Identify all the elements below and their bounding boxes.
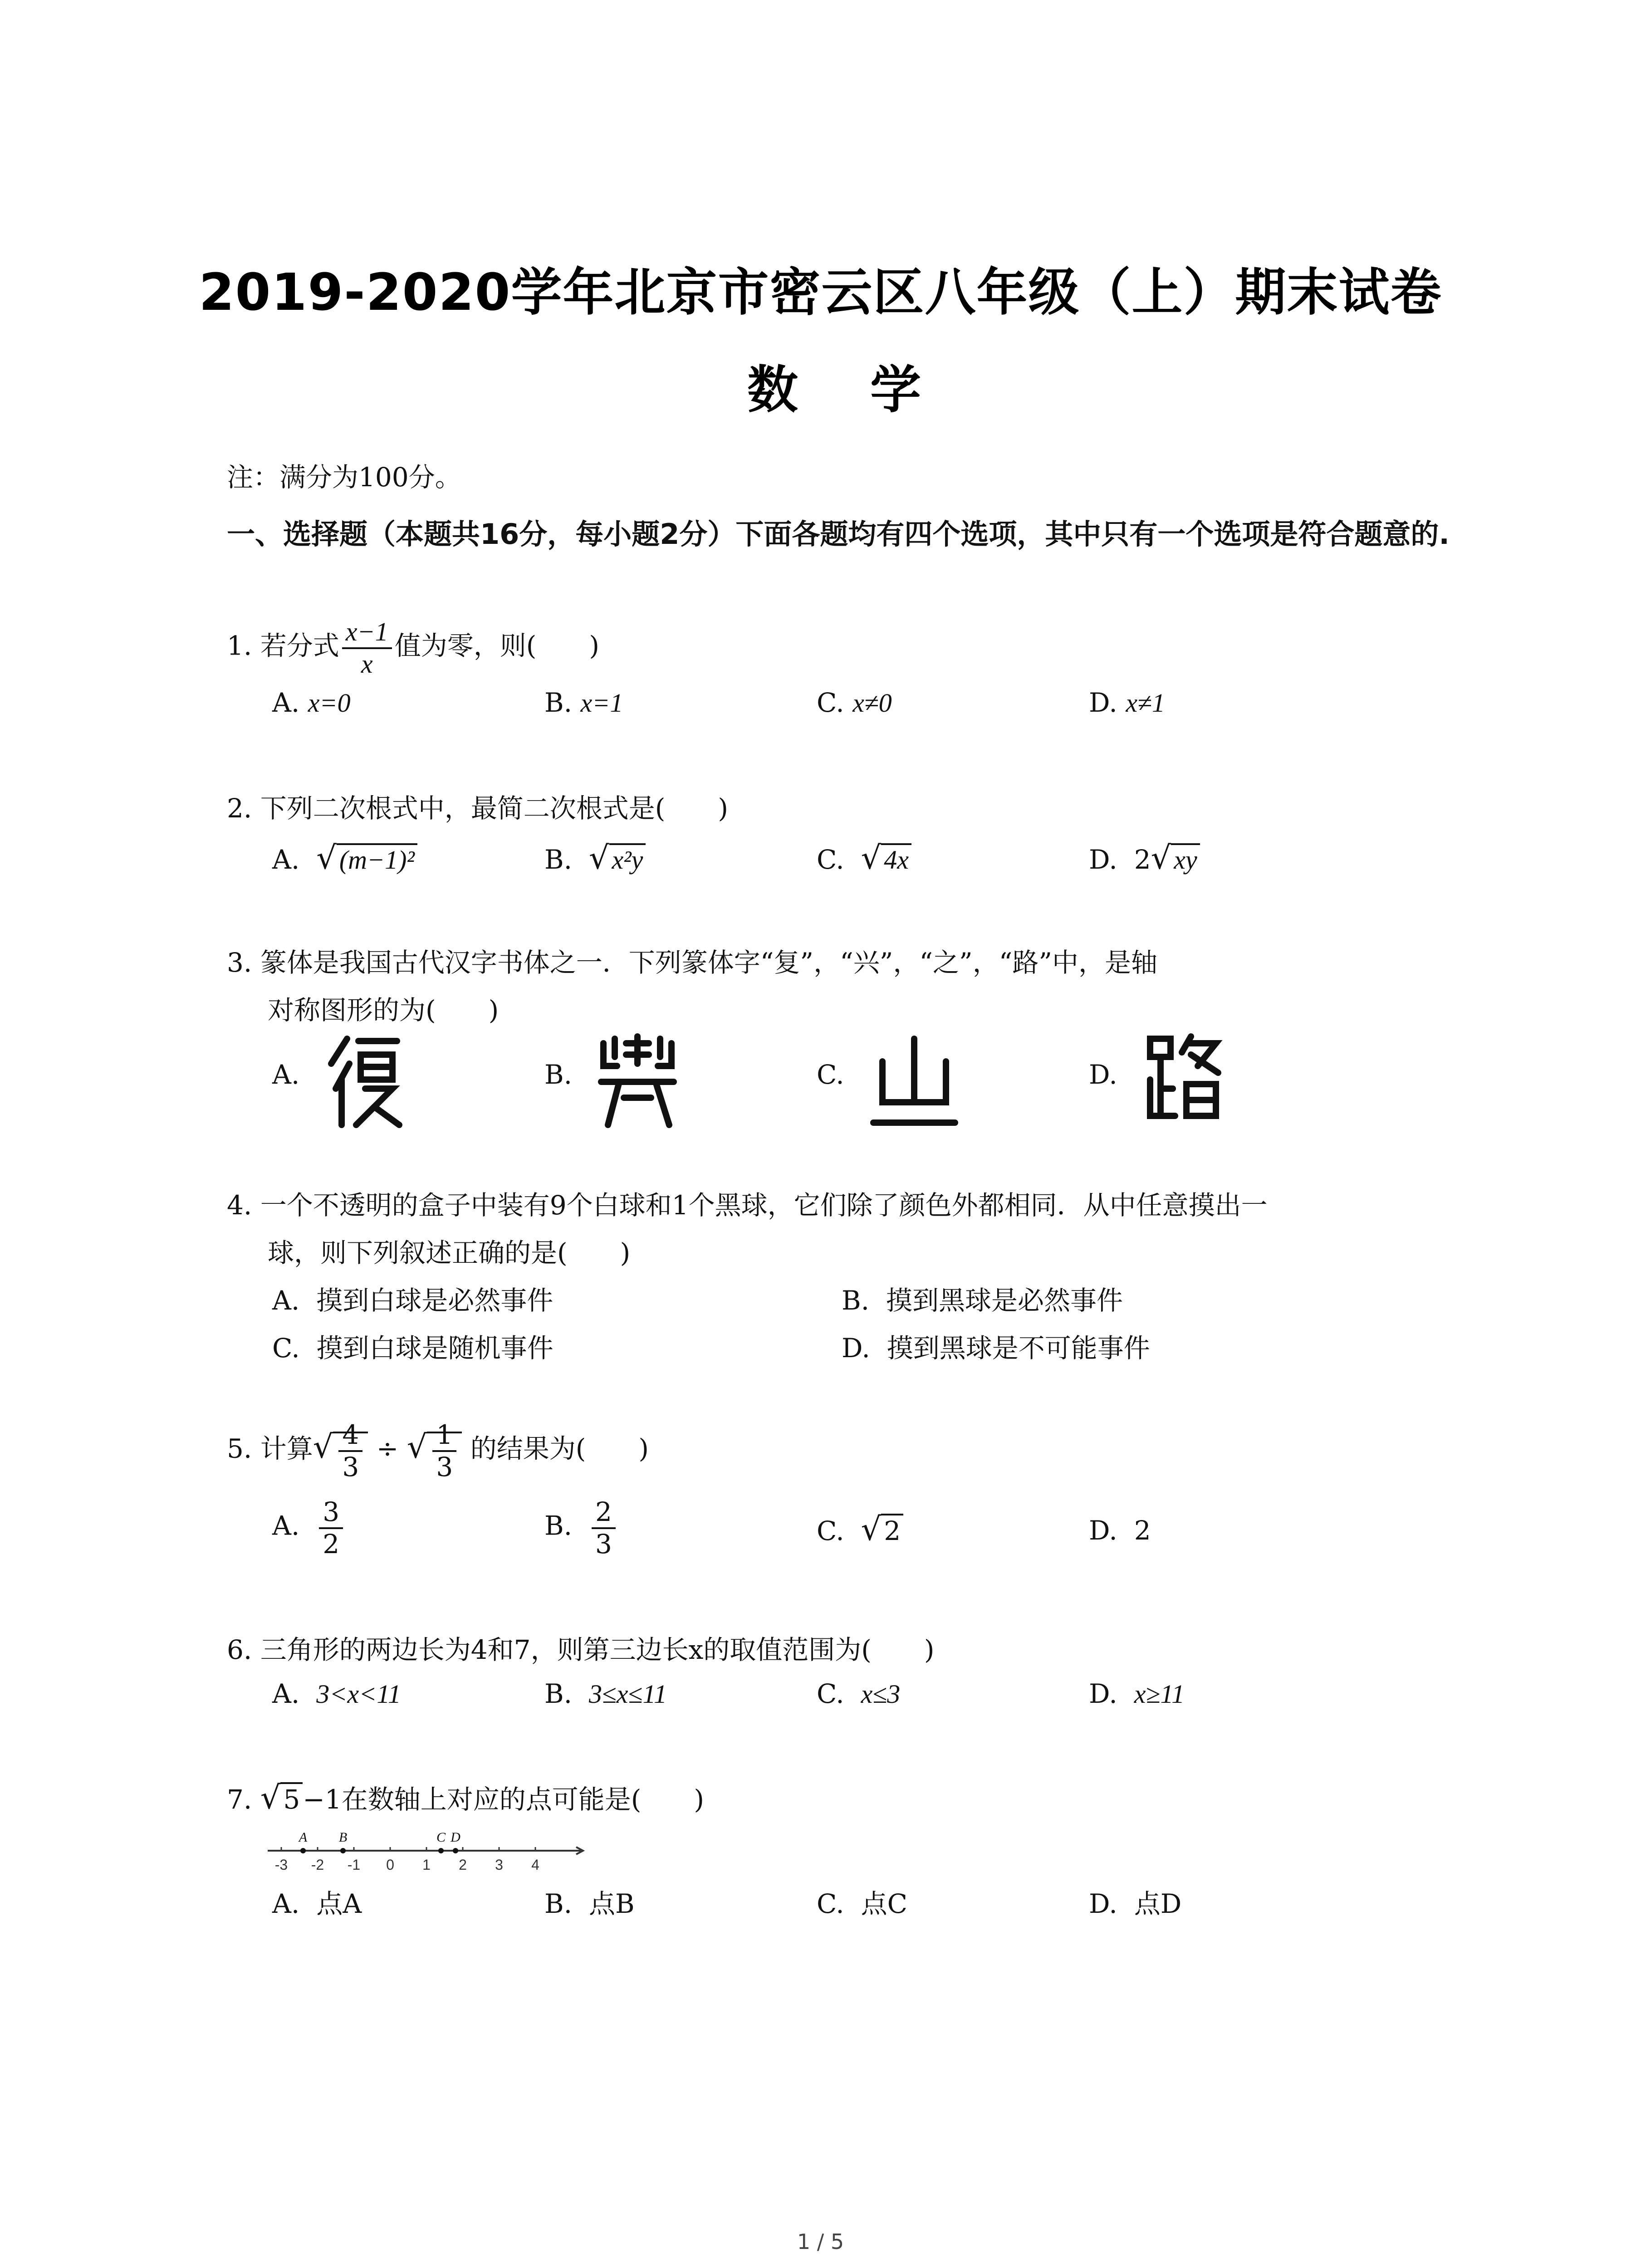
seal-character-fu-icon bbox=[324, 1030, 406, 1129]
page-number: 1 / 5 bbox=[797, 2229, 844, 2254]
q2-option-d: D. 2√ xy bbox=[1089, 839, 1200, 876]
number-line-figure bbox=[263, 1828, 590, 1882]
number-line-point bbox=[300, 1848, 306, 1853]
question-4-line-1: 4. 一个不透明的盒子中装有9个白球和1个黑球，它们除了颜色外都相同．从中任意摸出一 bbox=[227, 1190, 1268, 1221]
subject-title: 数 学 bbox=[747, 361, 948, 420]
number-line-point-label: C bbox=[436, 1830, 446, 1845]
q1-fraction bbox=[342, 617, 392, 679]
seal-character-zhi-icon bbox=[869, 1034, 960, 1129]
q5-option-d: D. 2 bbox=[1089, 1515, 1151, 1546]
q1-option-c: C. x≠0 bbox=[817, 687, 892, 718]
q3-option-a: A. bbox=[272, 1059, 300, 1090]
q3-option-c: C. bbox=[817, 1059, 844, 1090]
question-6: 6. 三角形的两边长为4和7，则第三边长x的取值范围为( ) bbox=[227, 1634, 935, 1665]
q2-text: 下列二次根式中，最简二次根式是( ) bbox=[260, 793, 729, 824]
q4-option-b: B. 摸到黑球是必然事件 bbox=[842, 1285, 1123, 1316]
q1-fraction-numerator: x−1 bbox=[342, 617, 392, 649]
number-line-tick-label: 1 bbox=[422, 1857, 431, 1873]
q1-prefix: 若分式 bbox=[260, 630, 339, 661]
q1-fraction-denominator: x bbox=[361, 649, 373, 679]
seal-character-lu-icon bbox=[1143, 1030, 1225, 1129]
q5-option-a: A. $\frac{3}{2}$ bbox=[272, 1497, 346, 1559]
number-line-tick-label: 3 bbox=[495, 1857, 503, 1873]
q2-option-c: C. √ 4x bbox=[817, 839, 911, 876]
number-line-tick-label: -3 bbox=[274, 1857, 288, 1873]
score-note: 注：满分为100分。 bbox=[227, 462, 461, 493]
q4-option-d: D. 摸到黑球是不可能事件 bbox=[842, 1333, 1150, 1364]
number-line-point-label: B bbox=[338, 1830, 348, 1845]
question-4-line-2: 球，则下列叙述正确的是( ) bbox=[268, 1237, 631, 1268]
q1-option-d: D. x≠1 bbox=[1089, 687, 1165, 718]
number-line-point bbox=[340, 1848, 346, 1853]
number-line-tick-label: -1 bbox=[347, 1857, 361, 1873]
question-3-line-2: 对称图形的为( ) bbox=[268, 995, 499, 1026]
q6-option-d: D. x≥11 bbox=[1089, 1678, 1185, 1709]
q5-option-c: C. √ 2 bbox=[817, 1510, 903, 1548]
q6-option-a: A. 3<x<11 bbox=[272, 1678, 401, 1709]
q1-number: 1. bbox=[227, 630, 252, 661]
question-2: 2. 下列二次根式中，最简二次根式是( ) bbox=[227, 793, 729, 824]
q7-option-a: A. 点A bbox=[272, 1888, 362, 1919]
q6-option-b: B. 3≤x≤11 bbox=[544, 1678, 667, 1709]
question-3-line-1: 3. 篆体是我国古代汉字书体之一．下列篆体字“复”，“兴”，“之”，“路”中，是轴 bbox=[227, 947, 1157, 978]
q2-option-a: A. √ (m−1)² bbox=[272, 839, 417, 876]
number-line-point-label: D bbox=[451, 1830, 460, 1845]
q4-option-a: A. 摸到白球是必然事件 bbox=[272, 1285, 554, 1316]
question-1 bbox=[227, 617, 599, 679]
q4-option-c: C. 摸到白球是随机事件 bbox=[272, 1333, 554, 1364]
exam-title: 2019-2020学年北京市密云区八年级（上）期末试卷 bbox=[199, 263, 1442, 322]
q1-option-a: A. x=0 bbox=[272, 687, 351, 718]
number-line-tick-label: 0 bbox=[386, 1857, 394, 1873]
q3-option-d: D. bbox=[1089, 1059, 1117, 1090]
number-line-tick-label: 2 bbox=[459, 1857, 467, 1873]
number-line-tick-label: 4 bbox=[531, 1857, 539, 1873]
q3-option-b: B. bbox=[544, 1059, 573, 1090]
q7-option-b: B. 点B bbox=[544, 1888, 635, 1919]
number-line-point bbox=[453, 1848, 458, 1853]
number-line-tick-label: -2 bbox=[311, 1857, 324, 1873]
q2-option-b: B. √ x²y bbox=[544, 839, 646, 876]
number-line-point-label: A bbox=[299, 1830, 308, 1845]
q7-option-c: C. 点C bbox=[817, 1888, 908, 1919]
question-7: 7. √ 5 −1在数轴上对应的点可能是( ) bbox=[227, 1779, 705, 1816]
question-5: 5. 计算√ $\frac{4}{3}$ ÷ √ $\frac{1}{3}$ 的结果为( ) bbox=[227, 1419, 649, 1482]
q1-option-b: B. x=1 bbox=[544, 687, 623, 718]
q7-option-d: D. 点D bbox=[1089, 1888, 1182, 1919]
section-heading: 一、选择题（本题共16分，每小题2分）下面各题均有四个选项，其中只有一个选项是符合题意的. bbox=[227, 518, 1450, 551]
q6-option-c: C. x≤3 bbox=[817, 1678, 901, 1709]
q1-suffix: 值为零，则( ) bbox=[394, 630, 599, 661]
q5-option-b: B. $\frac{2}{3}$ bbox=[544, 1497, 618, 1559]
number-line-point bbox=[438, 1848, 444, 1853]
seal-character-xing-icon bbox=[597, 1030, 678, 1129]
